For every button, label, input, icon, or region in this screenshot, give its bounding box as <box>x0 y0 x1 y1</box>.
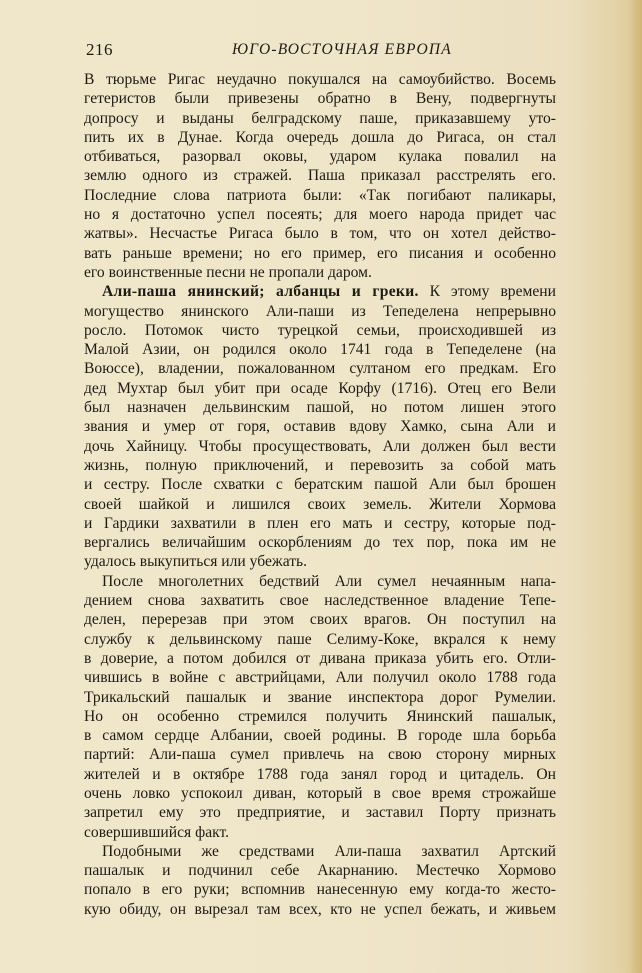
text-line: партий: Али-паша сумел привлечь на свою сторону мирных <box>84 746 556 764</box>
text-line: землю одного из стражей. Паша приказал расстрелять его. <box>84 167 556 185</box>
text-line: и сестру. После схватки с бератским пашой Али был брошен <box>84 476 556 494</box>
text-line: был назначен дельвинским пашой, но потом лишен этого <box>84 399 556 417</box>
text-line: пашалык и подчинил себе Акарнанию. Местечко Хормово <box>84 862 556 880</box>
text-fragment: К этому времени <box>418 283 556 301</box>
text-line: После многолетних бедствий Али сумел нечаянным напа- <box>102 572 556 590</box>
page-edge-shadow <box>628 0 642 973</box>
text-line: звания и умер от горя, оставив вдову Хамко, сына Али и <box>84 418 556 436</box>
text-line: жизнь, полную приключений, и перевозить за собой мать <box>84 456 556 474</box>
text-line: и Гардики захватили в плен его мать и сестру, которые под- <box>84 514 556 532</box>
text-line: дочь Хайницу. Чтобы просуществовать, Али должен был вести <box>84 437 556 455</box>
text-line: в самом сердце Албании, своей родины. В городе шла борьба <box>84 727 556 745</box>
text-line: попало в его руки; вспомнив нанесенную ему когда-то жесто- <box>84 881 556 899</box>
text-line <box>84 282 556 301</box>
text-line: кую обиду, он вырезал там всех, кто не успел бежать, и живьем <box>84 900 556 918</box>
text-line: чившись в войне с австрийцами, Али получил около 1788 года <box>84 669 556 687</box>
text-line: но я достаточно успел посеять; для моего народа придет час <box>84 206 556 224</box>
running-head: ЮГО-ВОСТОЧНАЯ ЕВРОПА <box>232 41 452 58</box>
text-line: отбиваться, разорвал оковы, ударом кулака повалил на <box>84 148 556 166</box>
text-line: жителей и в октябре 1788 года занял город и цитадель. Он <box>84 765 556 783</box>
text-line: Последние слова патриота были: «Так погибают паликары, <box>84 186 556 204</box>
body-text <box>84 70 556 919</box>
text-line: гетеристов были привезены обратно в Вену, подвергнуты <box>84 90 556 108</box>
text-line: совершившийся факт. <box>84 823 230 841</box>
section-heading: Али-паша янинский; албанцы и греки. <box>102 283 419 301</box>
text-line: делен, перерезав при этом своих врагов. Он поступил на <box>84 611 556 629</box>
text-line: жатвы». Несчастье Ригаса было в том, что он хотел действо- <box>84 225 556 243</box>
text-line: Трикальский пашалык и звание инспектора дорог Румелии. <box>84 688 556 706</box>
text-line: пить их в Дунае. Когда очередь дошла до Ригаса, он стал <box>84 128 556 146</box>
text-line: дед Мухтар был убит при осаде Корфу (1716). Отец его Вели <box>84 379 556 397</box>
text-line: вергались величайшим оскорблениям до тех пор, пока им не <box>84 534 556 552</box>
text-line: его воинственные песни не пропали даром. <box>84 263 372 281</box>
text-line: могущество янинского Али-паши из Тепеделена непрерывно <box>84 302 556 320</box>
text-line: в доверие, а потом добился от дивана приказа убить его. Отли- <box>84 649 556 667</box>
text-line: дением снова захватить свое наследственное владение Тепе- <box>84 592 556 610</box>
text-line: Но он особенно стремился получить Янинский пашалык, <box>84 707 556 725</box>
text-line: службу к дельвинскому паше Селиму-Коке, вкрался к нему <box>84 630 556 648</box>
text-line: удалось выкупиться или убежать. <box>84 553 308 571</box>
text-line: В тюрьме Ригас неудачно покушался на самоубийство. Восемь <box>84 71 556 88</box>
text-line: росло. Потомок чисто турецкой семьи, происходившей из <box>84 321 556 339</box>
text-line: своей шайкой и лишился своих земель. Жители Хормова <box>84 495 556 513</box>
page-number: 216 <box>86 40 113 59</box>
text-line: Воюссе), владении, пожалованном султаном его предкам. Его <box>84 360 556 378</box>
text-line: вать раньше времени; но его пример, его писания и особенно <box>84 244 556 262</box>
text-line: запретил ему это предприятие, и заставил Порту признать <box>84 804 556 822</box>
text-line: Малой Азии, он родился около 1741 года в Тепеделене (на <box>84 341 556 359</box>
text-line: Подобными же средствами Али-паша захватил Артский <box>102 842 556 860</box>
page-header <box>86 40 552 64</box>
text-line: допросу и выданы белградскому паше, приказавшему уто- <box>84 109 556 127</box>
text-line: очень ловко успокоил диван, который в свое время строжайше <box>84 784 556 802</box>
